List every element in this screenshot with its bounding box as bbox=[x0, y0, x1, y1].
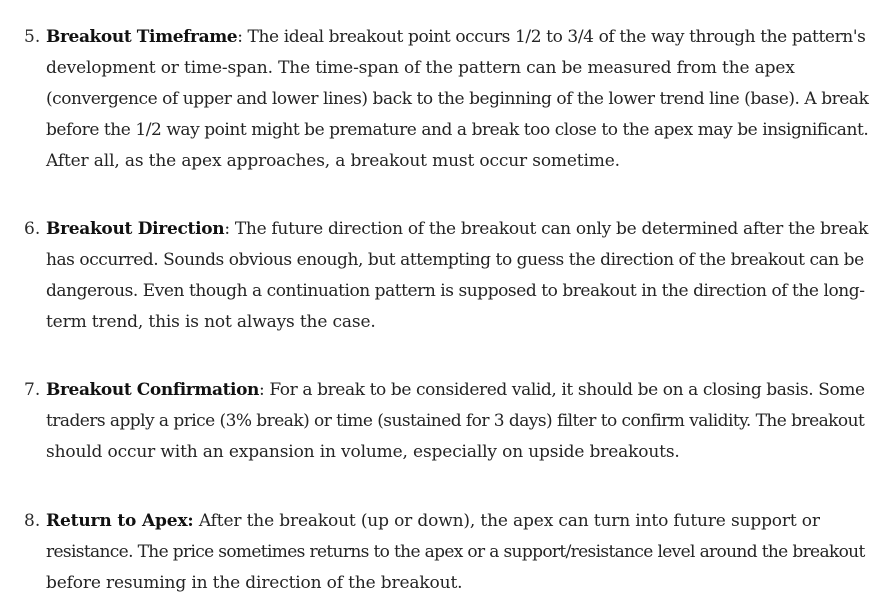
list-item-number: 8. bbox=[24, 511, 41, 531]
list-item-number: 5. bbox=[24, 27, 41, 47]
list-item-return-to-apex bbox=[0, 506, 880, 597]
list-item-number: 7. bbox=[24, 380, 41, 400]
paragraph-text: After the breakout (up or down), the apex can turn into future support or bbox=[193, 511, 820, 531]
list-item-paragraph bbox=[46, 506, 868, 599]
list-item-term: Return to Apex: bbox=[46, 511, 194, 531]
paragraph-line: before resuming in the direction of the breakout. bbox=[46, 573, 463, 593]
paragraph-line bbox=[46, 214, 868, 245]
paragraph-line: should occur with an expansion in volume, especially on upside breakouts. bbox=[46, 442, 680, 462]
paragraph-line: term trend, this is not always the case. bbox=[46, 312, 376, 332]
paragraph-line bbox=[46, 506, 868, 537]
list-item-term: Breakout Timeframe bbox=[46, 27, 238, 47]
list-item-number: 6. bbox=[24, 219, 41, 239]
paragraph-line: traders apply a price (3% break) or time (sustained for 3 days) filter to confirm validity. The breakout bbox=[46, 411, 865, 431]
paragraph-line: development or time-span. The time-span of the pattern can be measured from the apex bbox=[46, 58, 795, 78]
list-item-breakout-timeframe bbox=[0, 22, 880, 182]
list-item-breakout-direction bbox=[0, 214, 880, 344]
list-item-term: Breakout Confirmation bbox=[46, 380, 259, 400]
list-item-paragraph bbox=[46, 214, 868, 338]
paragraph-text: : The ideal breakout point occurs 1/2 to 3/4 of the way through the pattern's bbox=[237, 27, 866, 47]
paragraph-text: : For a break to be considered valid, it should be on a closing basis. Some bbox=[258, 380, 865, 400]
paragraph-line bbox=[46, 22, 868, 53]
paragraph-line: (convergence of upper and lower lines) back to the beginning of the lower trend line (base). A break bbox=[46, 89, 869, 109]
paragraph-line: has occurred. Sounds obvious enough, but attempting to guess the direction of the breakout can be bbox=[46, 250, 864, 270]
paragraph-line: After all, as the apex approaches, a breakout must occur sometime. bbox=[46, 151, 620, 171]
paragraph-line: dangerous. Even though a continuation pattern is supposed to breakout in the direction of the long- bbox=[46, 281, 865, 301]
list-item-term: Breakout Direction bbox=[46, 219, 225, 239]
list-item-breakout-confirmation bbox=[0, 375, 880, 475]
paragraph-line: resistance. The price sometimes returns to the apex or a support/resistance level around the breakout bbox=[46, 542, 865, 562]
list-item-paragraph bbox=[46, 375, 868, 468]
paragraph-line bbox=[46, 375, 868, 406]
paragraph-text: : The future direction of the breakout can only be determined after the break bbox=[224, 219, 869, 239]
paragraph-line: before the 1/2 way point might be premature and a break too close to the apex may be insignificant. bbox=[46, 120, 869, 140]
list-item-paragraph bbox=[46, 22, 868, 177]
